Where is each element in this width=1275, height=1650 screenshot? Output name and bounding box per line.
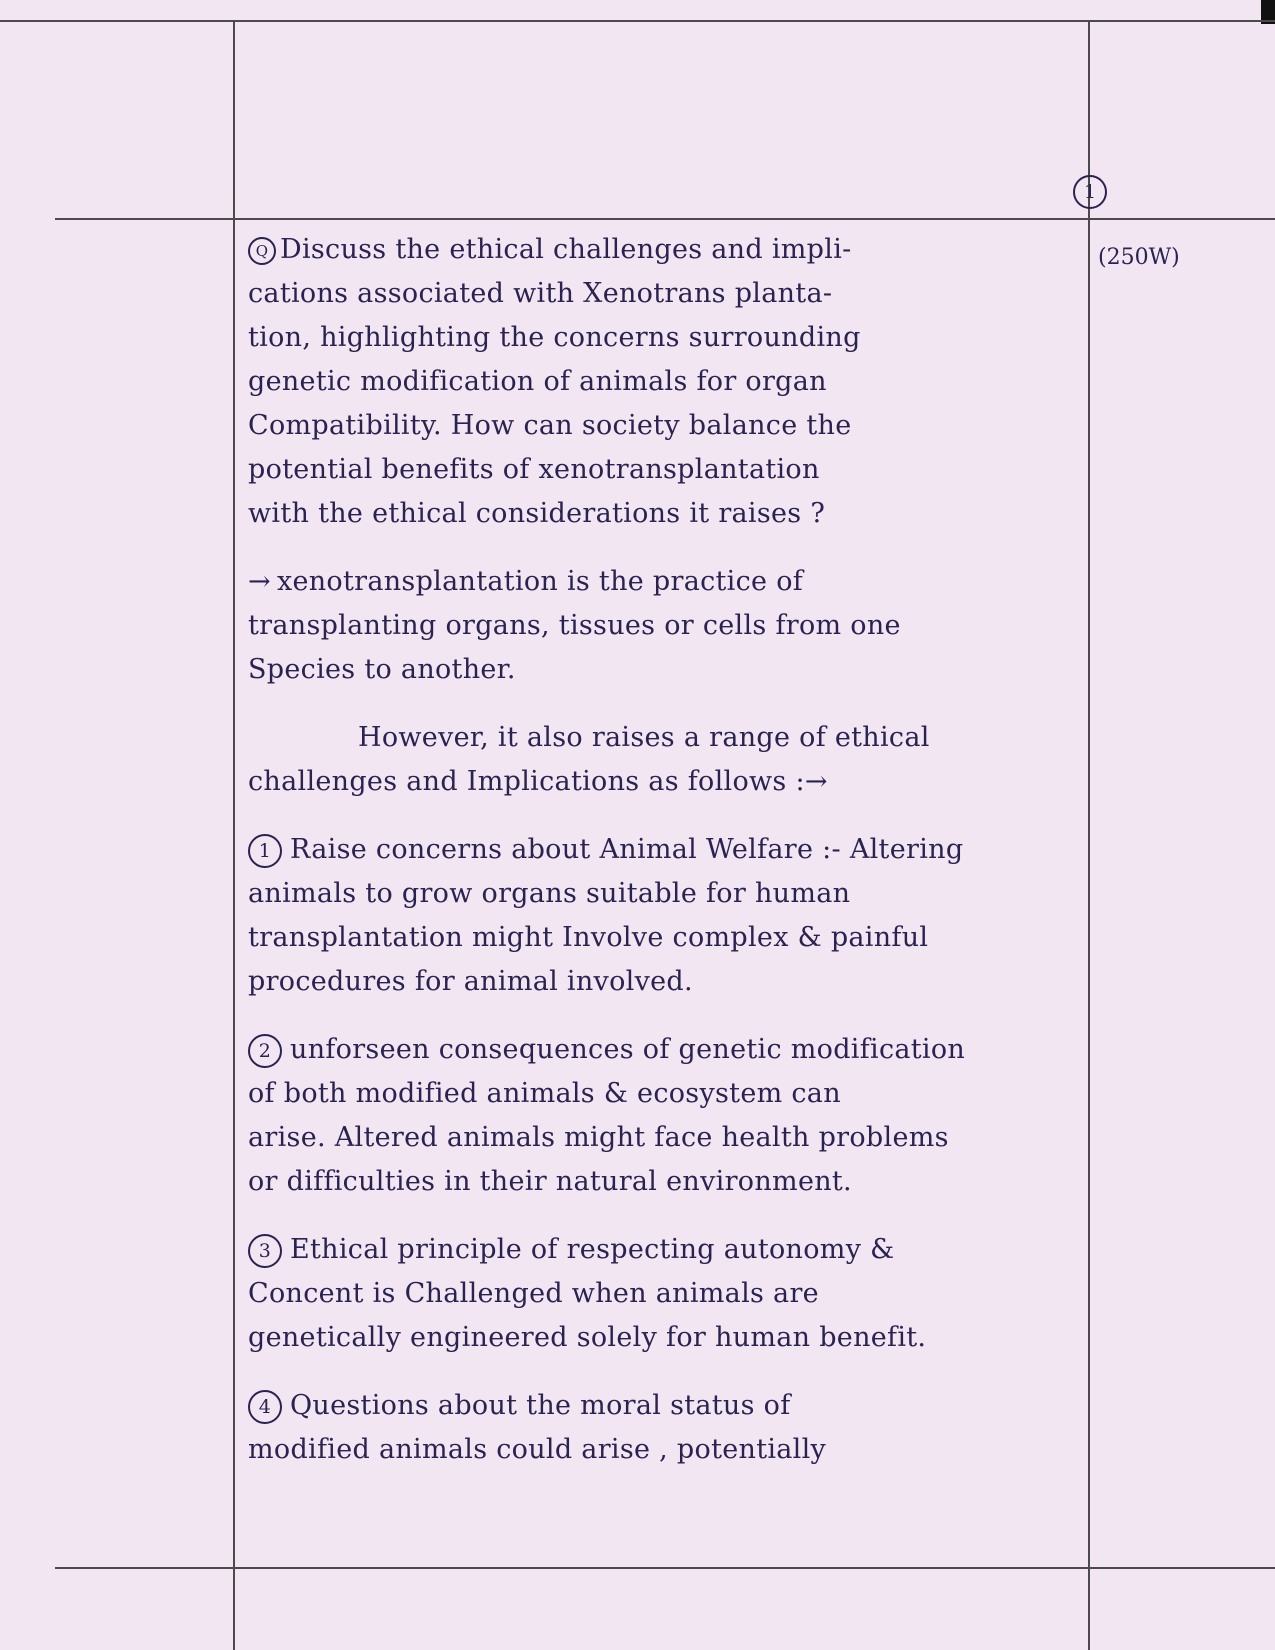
point-line [248, 1028, 1080, 1072]
point-4 [248, 1384, 1080, 1472]
point-line: procedures for animal involved. [248, 966, 693, 997]
intro-block [248, 560, 1080, 692]
point-line [248, 1384, 1080, 1428]
intro-line [248, 560, 1080, 604]
point-line: genetically engineered solely for human benefit. [248, 1322, 927, 1353]
page-number: 1 [1073, 175, 1107, 209]
arrow-icon: → [248, 566, 271, 597]
point-line: transplantation might Involve complex & painful [248, 922, 929, 953]
point-number-badge: 3 [248, 1234, 282, 1268]
point-line [248, 1228, 1080, 1272]
point-1 [248, 828, 1080, 1004]
point-text: Raise concerns about Animal Welfare :- Altering [290, 834, 964, 865]
word-limit: (250W) [1098, 245, 1180, 270]
question-text: Discuss the ethical challenges and impli- [280, 234, 852, 265]
point-2 [248, 1028, 1080, 1204]
intro-text: xenotransplantation is the practice of [276, 566, 804, 597]
left-margin-line [233, 22, 235, 1650]
handwritten-answer [248, 228, 1080, 1472]
point-line: or difficulties in their natural environment. [248, 1166, 852, 1197]
point-line: animals to grow organs suitable for human [248, 878, 851, 909]
point-text: Ethical principle of respecting autonomy & [290, 1234, 895, 1265]
point-number-badge: 2 [248, 1034, 282, 1068]
intro-line: Species to another. [248, 654, 516, 685]
spacer [248, 1004, 1080, 1028]
question-line: with the ethical considerations it raises ? [248, 498, 826, 529]
point-line: Concent is Challenged when animals are [248, 1278, 819, 1309]
question-marker: Q [248, 237, 276, 265]
point-line: of both modified animals & ecosystem can [248, 1078, 841, 1109]
question-line: Compatibility. How can society balance the [248, 410, 852, 441]
however-line: However, it also raises a range of ethical [358, 722, 930, 753]
question-line: cations associated with Xenotrans planta- [248, 278, 833, 309]
question-line [248, 228, 1080, 272]
point-text: Questions about the moral status of [290, 1390, 791, 1421]
question-line: tion, highlighting the concerns surrounding [248, 322, 861, 353]
spacer [248, 804, 1080, 828]
right-margin-line [1088, 22, 1090, 1650]
point-line: modified animals could arise , potentially [248, 1434, 827, 1465]
point-text: unforseen consequences of genetic modification [290, 1034, 966, 1065]
question-block [248, 228, 1080, 536]
header-rule [55, 218, 1275, 220]
spacer [248, 1360, 1080, 1384]
spacer [248, 536, 1080, 560]
point-line [248, 828, 1080, 872]
point-line: arise. Altered animals might face health problems [248, 1122, 949, 1153]
point-3 [248, 1228, 1080, 1360]
question-line: genetic modification of animals for organ [248, 366, 827, 397]
point-number-badge: 1 [248, 834, 282, 868]
spacer [248, 1204, 1080, 1228]
footer-rule [55, 1567, 1275, 1569]
point-number-badge: 4 [248, 1390, 282, 1424]
however-block [248, 716, 1080, 804]
however-line: challenges and Implications as follows :→ [248, 766, 828, 797]
top-border [0, 20, 1275, 22]
spacer [248, 692, 1080, 716]
intro-line: transplanting organs, tissues or cells from one [248, 610, 901, 641]
question-line: potential benefits of xenotransplantation [248, 454, 820, 485]
